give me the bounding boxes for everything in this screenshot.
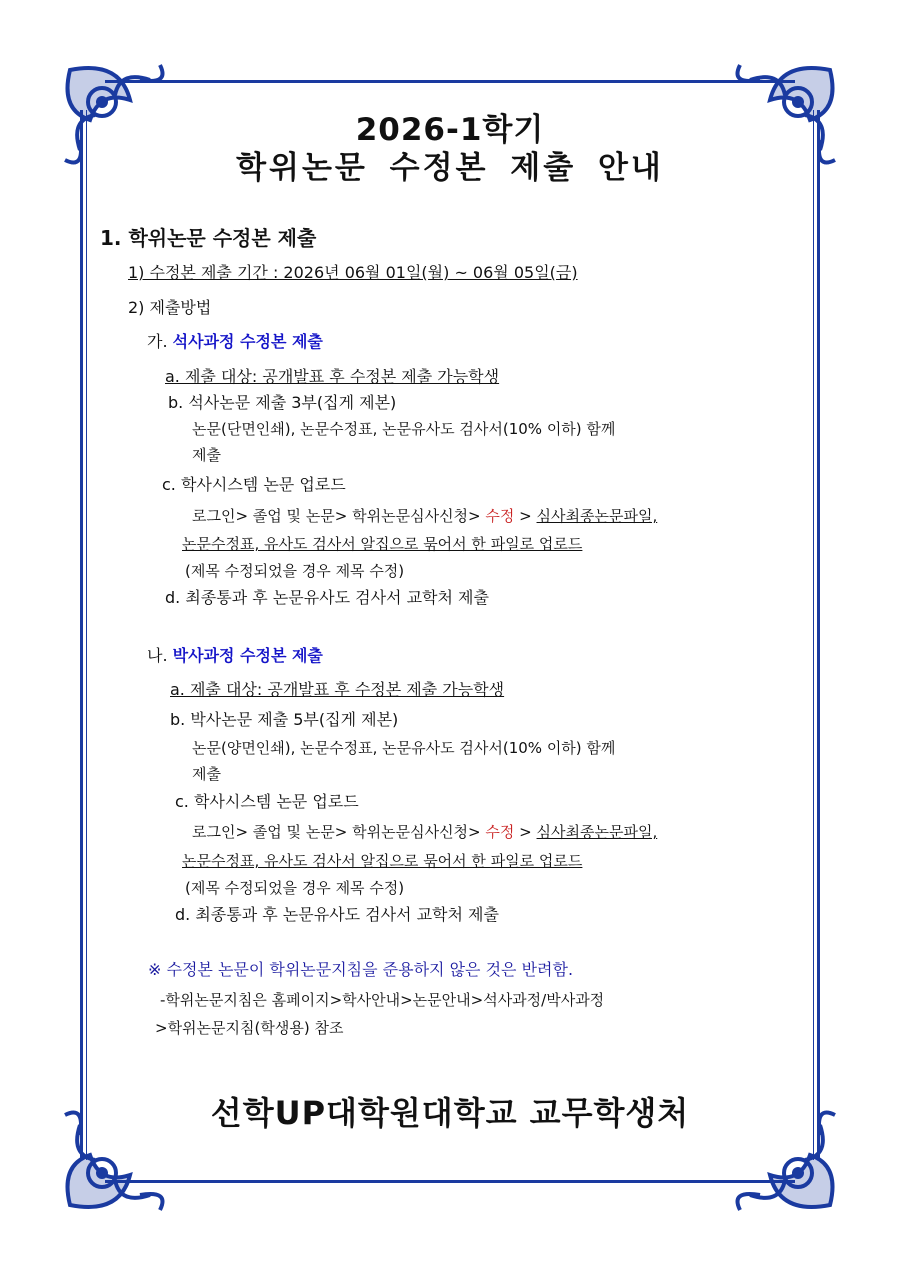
masters-title: 석사과정 수정본 제출 [172, 332, 323, 351]
masters-item-c: c. 학사시스템 논문 업로드 [162, 475, 346, 494]
masters-path-highlight: 수정 [485, 507, 515, 525]
doctoral-upload-note: (제목 수정되었을 경우 제목 수정) [185, 879, 405, 897]
rejection-warning: ※ 수정본 논문이 학위논문지침을 준용하지 않은 것은 반려함. [148, 960, 574, 979]
title-semester: 2026-1학기 [355, 112, 545, 148]
frame-right-line [817, 110, 820, 1160]
doctoral-upload-path [192, 822, 657, 842]
masters-item-a: a. 제출 대상: 공개발표 후 수정본 제출 가능학생 [165, 367, 500, 386]
masters-item-b: b. 석사논문 제출 3부(집게 제본) [168, 393, 397, 412]
masters-path-arrow: > [519, 507, 532, 525]
frame-left-line [80, 110, 83, 1160]
masters-item-d: d. 최종통과 후 논문유사도 검사서 교학처 제출 [165, 588, 489, 607]
submission-period: 1) 수정본 제출 기간 : 2026년 06월 01일(월) ~ 06월 05일(금) [128, 263, 578, 282]
doctoral-item-b-detail-2: 제출 [192, 765, 221, 783]
frame-bottom-line [105, 1180, 795, 1183]
masters-upload-note: (제목 수정되었을 경우 제목 수정) [185, 562, 405, 580]
doctoral-path-highlight: 수정 [485, 823, 515, 841]
issuer-footer: 선학UP대학원대학교 교무학생처 [210, 1094, 690, 1132]
doctoral-item-a: a. 제출 대상: 공개발표 후 수정본 제출 가능학생 [170, 680, 505, 699]
masters-item-b-detail: 논문(단면인쇄), 논문수정표, 논문유사도 검사서(10% 이하) 함께 [192, 420, 616, 438]
masters-item-b-detail-2: 제출 [192, 446, 221, 464]
masters-upload-path [192, 506, 657, 526]
doctoral-path-text: 로그인> 졸업 및 논문> 학위논문심사신청> [192, 823, 481, 841]
frame-top-line [105, 80, 795, 83]
doctoral-upload-line2: 논문수정표, 유사도 검사서 알집으로 묶어서 한 파일로 업로드 [182, 852, 583, 870]
doctoral-heading [147, 646, 323, 666]
submission-method: 2) 제출방법 [128, 298, 212, 317]
masters-path-file: 심사최종논문파일, [536, 507, 658, 525]
doctoral-path-file: 심사최종논문파일, [536, 823, 658, 841]
masters-upload-line2: 논문수정표, 유사도 검사서 알집으로 묶어서 한 파일로 업로드 [182, 535, 583, 553]
doctoral-item-d: d. 최종통과 후 논문유사도 검사서 교학처 제출 [175, 905, 499, 924]
frame-left-inner-line [86, 110, 87, 1160]
masters-heading [147, 332, 323, 352]
doctoral-path-arrow: > [519, 823, 532, 841]
doctoral-item-b: b. 박사논문 제출 5부(집게 제본) [170, 710, 399, 729]
doctoral-title: 박사과정 수정본 제출 [172, 646, 323, 665]
section-heading: 1. 학위논문 수정본 제출 [100, 226, 317, 250]
doctoral-item-c: c. 학사시스템 논문 업로드 [175, 792, 359, 811]
doctoral-prefix: 나. [147, 646, 168, 665]
guideline-reference-2: >학위논문지침(학생용) 참조 [155, 1019, 344, 1037]
title-main: 학위논문 수정본 제출 안내 [236, 150, 664, 186]
guideline-reference: -학위논문지침은 홈페이지>학사안내>논문안내>석사과정/박사과정 [160, 991, 605, 1009]
masters-path-text: 로그인> 졸업 및 논문> 학위논문심사신청> [192, 507, 481, 525]
frame-right-inner-line [813, 110, 814, 1160]
doctoral-item-b-detail: 논문(양면인쇄), 논문수정표, 논문유사도 검사서(10% 이하) 함께 [192, 739, 616, 757]
masters-prefix: 가. [147, 332, 168, 351]
